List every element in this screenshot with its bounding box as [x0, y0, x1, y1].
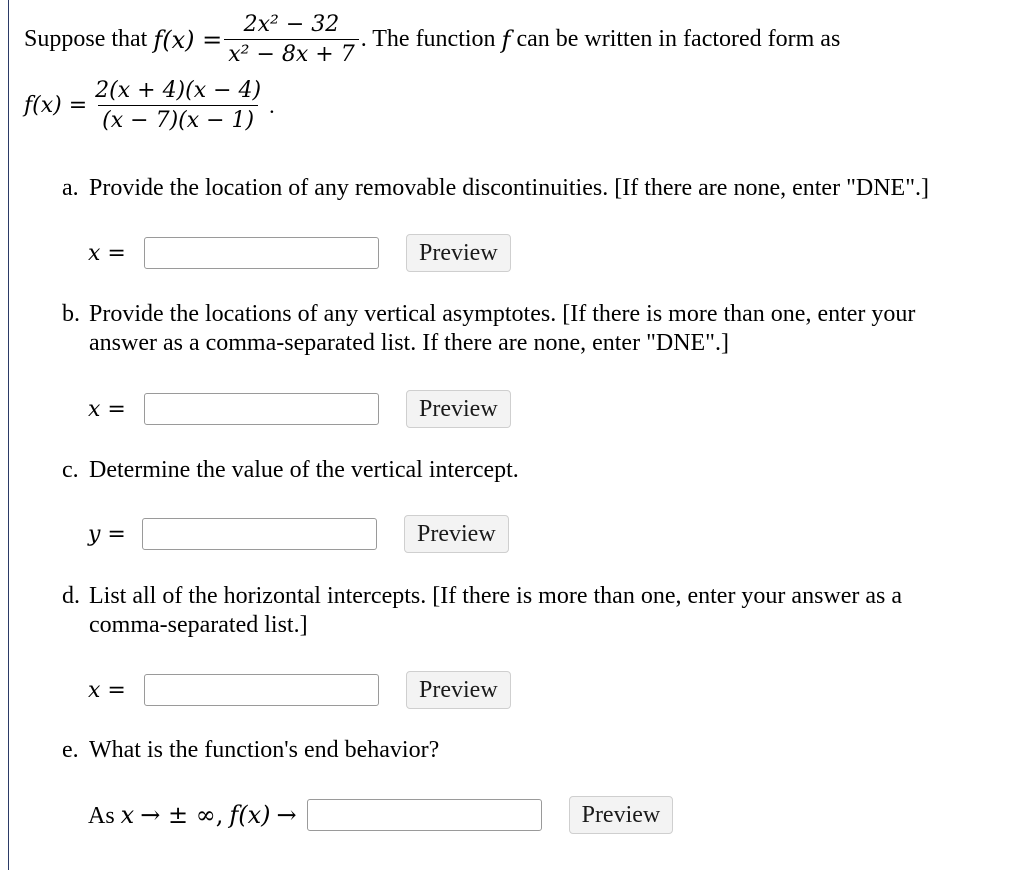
- answer-row-a: [88, 234, 511, 272]
- answer-c-label: y =: [88, 521, 126, 547]
- question-b-text-line2: answer as a comma-separated list. If there are none, enter "DNE".]: [89, 330, 729, 356]
- limit-arrow: →: [276, 800, 297, 829]
- preview-d-button[interactable]: Preview: [406, 671, 511, 709]
- question-c-text: Determine the value of the vertical intercept.: [89, 457, 519, 483]
- question-d-text-line1: List all of the horizontal intercepts. [If there is more than one, enter your answer as a: [89, 583, 903, 609]
- intro-trail: . The function: [360, 26, 496, 52]
- question-e-text: What is the function's end behavior?: [89, 737, 440, 763]
- question-c-letter: c.: [62, 457, 79, 483]
- question-e: [62, 736, 439, 765]
- answer-e-input[interactable]: [307, 799, 542, 831]
- as-text: As: [88, 802, 115, 829]
- preview-b-button[interactable]: Preview: [406, 390, 511, 428]
- answer-a-input[interactable]: [144, 237, 379, 269]
- problem-statement: [24, 12, 840, 67]
- intro-lead: Suppose that: [24, 26, 148, 52]
- factored-f-of-x: f(x) =: [24, 93, 88, 118]
- question-e-letter: e.: [62, 737, 79, 763]
- f-of-x: f(x): [229, 800, 271, 829]
- answer-row-c: [88, 515, 509, 553]
- question-b-text-line1: Provide the locations of any vertical asymptotes. [If there is more than one, enter your: [89, 301, 916, 327]
- arrow-infinity: → ± ∞,: [140, 800, 224, 829]
- end-behavior-label: [88, 801, 297, 830]
- intro-f-symbol: f: [501, 25, 511, 54]
- question-d: [62, 582, 902, 640]
- left-border: [8, 0, 9, 870]
- original-numerator: 2x² − 32: [243, 12, 340, 37]
- x-variable: x: [120, 800, 135, 829]
- preview-c-button[interactable]: Preview: [404, 515, 509, 553]
- original-fraction: [224, 12, 358, 67]
- answer-row-e: [88, 796, 673, 834]
- answer-row-d: [88, 671, 511, 709]
- question-d-text-line2: comma-separated list.]: [89, 612, 308, 638]
- factored-denominator: (x − 7)(x − 1): [98, 105, 258, 133]
- question-b-letter: b.: [62, 301, 80, 327]
- question-a: [62, 174, 929, 203]
- intro-trail2: can be written in factored form as: [516, 26, 841, 52]
- answer-d-label: x =: [88, 677, 126, 703]
- factored-form: [24, 78, 275, 133]
- answer-row-b: [88, 390, 511, 428]
- question-a-text: Provide the location of any removable discontinuities. [If there are none, enter "DNE".]: [89, 175, 929, 201]
- question-b: [62, 300, 915, 358]
- preview-a-button[interactable]: Preview: [406, 234, 511, 272]
- factored-numerator: 2(x + 4)(x − 4): [95, 78, 262, 103]
- factored-fraction: [91, 78, 265, 133]
- answer-c-input[interactable]: [142, 518, 377, 550]
- answer-b-input[interactable]: [144, 393, 379, 425]
- answer-a-label: x =: [88, 240, 126, 266]
- original-denominator: x² − 8x + 7: [224, 39, 358, 67]
- question-c: [62, 456, 519, 485]
- answer-b-label: x =: [88, 396, 126, 422]
- question-a-letter: a.: [62, 175, 79, 201]
- question-d-letter: d.: [62, 583, 80, 609]
- factored-period: .: [269, 92, 275, 118]
- answer-d-input[interactable]: [144, 674, 379, 706]
- preview-e-button[interactable]: Preview: [569, 796, 674, 834]
- intro-f-of-x: f(x) =: [153, 25, 223, 54]
